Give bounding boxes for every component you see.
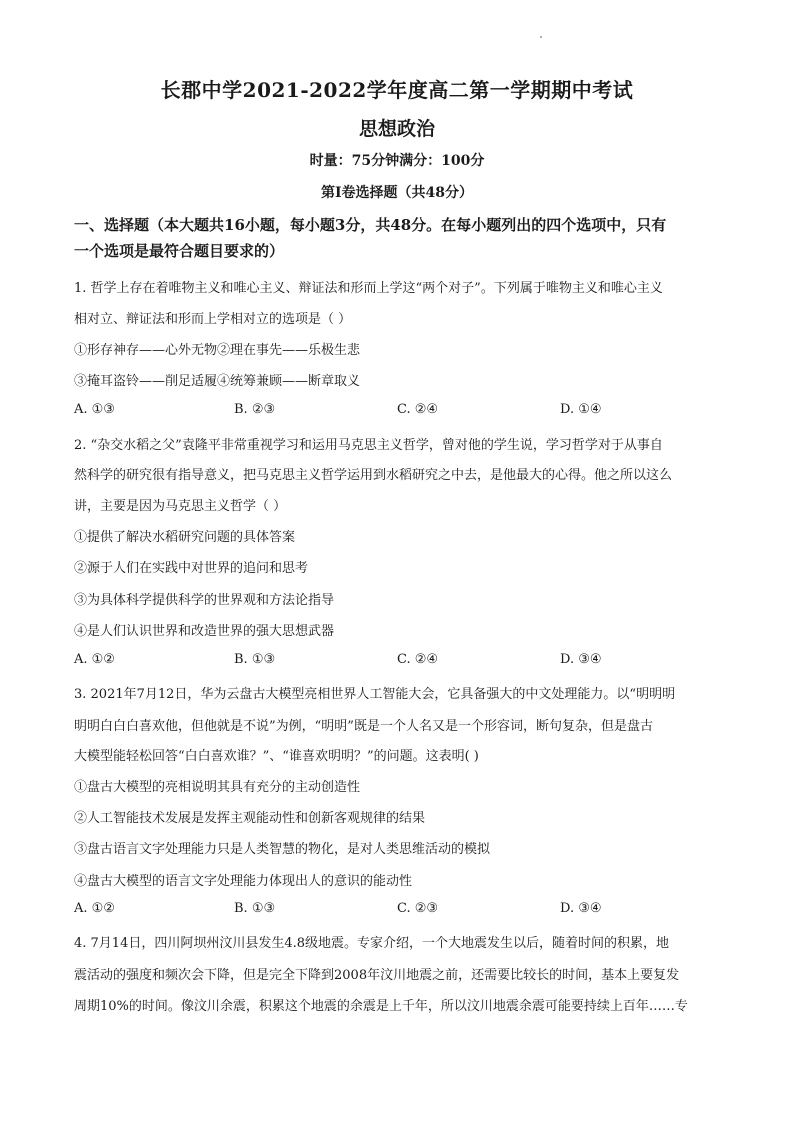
q1-options: [74, 402, 724, 422]
q3-item-2: ②人工智能技术发展是发挥主观能动性和创新客观规律的结果: [74, 811, 426, 826]
scan-speck: [540, 36, 542, 38]
exam-time-score: 时量：75分钟满分：100分: [309, 153, 485, 169]
q2-option-b[interactable]: B. ①③: [234, 652, 276, 667]
q2-stem-line2: 然科学的研究很有指导意义，把马克思主义哲学运用到水稻研究之中去，是他最大的心得。他之所以这么: [74, 468, 673, 483]
q3-option-c[interactable]: C. ②③: [397, 901, 439, 916]
q1-stem-line2: 相对立、辩证法和形而上学相对立的选项是（ ）: [74, 312, 352, 327]
q2-options: [74, 652, 724, 672]
q3-option-a[interactable]: A. ①②: [74, 901, 115, 916]
q3-options: [74, 901, 724, 921]
q4-stem-line3: 周期10%的时间。像汶川余震，积累这个地震的余震是上千年，所以汶川地震余震可能要持续上百年……专: [74, 999, 688, 1014]
q1-option-d[interactable]: D. ①④: [560, 402, 602, 417]
q2-item-1: ①提供了解决水稻研究问题的具体答案: [74, 530, 296, 545]
q2-stem-line3: 讲，主要是因为马克思主义哲学（ ）: [74, 499, 287, 514]
q1-option-a[interactable]: A. ①③: [74, 402, 115, 417]
q3-option-b[interactable]: B. ①③: [234, 901, 276, 916]
q1-item-2: ③掩耳盗铃——削足适履④统筹兼顾——断章取义: [74, 374, 361, 389]
q2-item-4: ④是人们认识世界和改造世界的强大思想武器: [74, 624, 335, 639]
q1-option-b[interactable]: B. ②③: [234, 402, 276, 417]
q3-stem-line1: 3. 2021年7月12日，华为云盘古大模型亮相世界人工智能大会，它具备强大的中文处理能力。以“明明明: [74, 687, 676, 702]
q3-item-3: ③盘古语言文字处理能力只是人类智慧的物化，是对人类思维活动的模拟: [74, 842, 491, 857]
exam-title: 长郡中学2021-2022学年度高二第一学期期中考试: [160, 78, 634, 102]
q3-item-4: ④盘古大模型的语言文字处理能力体现出人的意识的能动性: [74, 874, 413, 889]
q2-stem-line1: 2. “杂交水稻之父”袁隆平非常重视学习和运用马克思主义哲学，曾对他的学生说，学习哲学对于从事自: [74, 438, 663, 453]
q3-stem-line3: 大模型能轻松回答“白白喜欢谁？”、“谁喜欢明明？”的问题。这表明( ): [74, 749, 479, 764]
q3-item-1: ①盘古大模型的亮相说明其具有充分的主动创造性: [74, 780, 361, 795]
q2-item-2: ②源于人们在实践中对世界的追问和思考: [74, 561, 309, 576]
q3-stem-line2: 明明白白白喜欢他，但他就是不说”为例，“明明”既是一个人名又是一个形容词，断句复杂，但是盘古: [74, 719, 653, 734]
q2-option-d[interactable]: D. ③④: [560, 652, 602, 667]
volume-heading: 第Ⅰ卷选择题（共48分）: [320, 185, 474, 201]
q2-option-a[interactable]: A. ①②: [74, 652, 115, 667]
section-heading-line1: 一、选择题（本大题共16小题，每小题3分，共48分。在每小题列出的四个选项中，只有: [74, 216, 667, 234]
section-heading: [74, 212, 724, 264]
q3-option-d[interactable]: D. ③④: [560, 901, 602, 916]
section-heading-line2: 一个选项是最符合题目要求的）: [74, 242, 285, 260]
q1-item-1: ①形存神存——心外无物②理在事先——乐极生悲: [74, 343, 361, 358]
q1-stem-line1: 1. 哲学上存在着唯物主义和唯心主义、辩证法和形而上学这“两个对子”。下列属于唯物主义和唯心主义: [74, 281, 663, 296]
q2-option-c[interactable]: C. ②④: [397, 652, 439, 667]
q4-stem-line1: 4. 7月14日，四川阿坝州汶川县发生4.8级地震。专家介绍，一个大地震发生以后，随着时间的积累，地: [74, 936, 670, 951]
q1-option-c[interactable]: C. ②④: [397, 402, 439, 417]
q4-stem-line2: 震活动的强度和频次会下降，但是完全下降到2008年汶川地震之前，还需要比较长的时间，基本上要复发: [74, 968, 680, 983]
exam-subject: 思想政治: [358, 118, 435, 140]
q2-item-3: ③为具体科学提供科学的世界观和方法论指导: [74, 593, 335, 608]
